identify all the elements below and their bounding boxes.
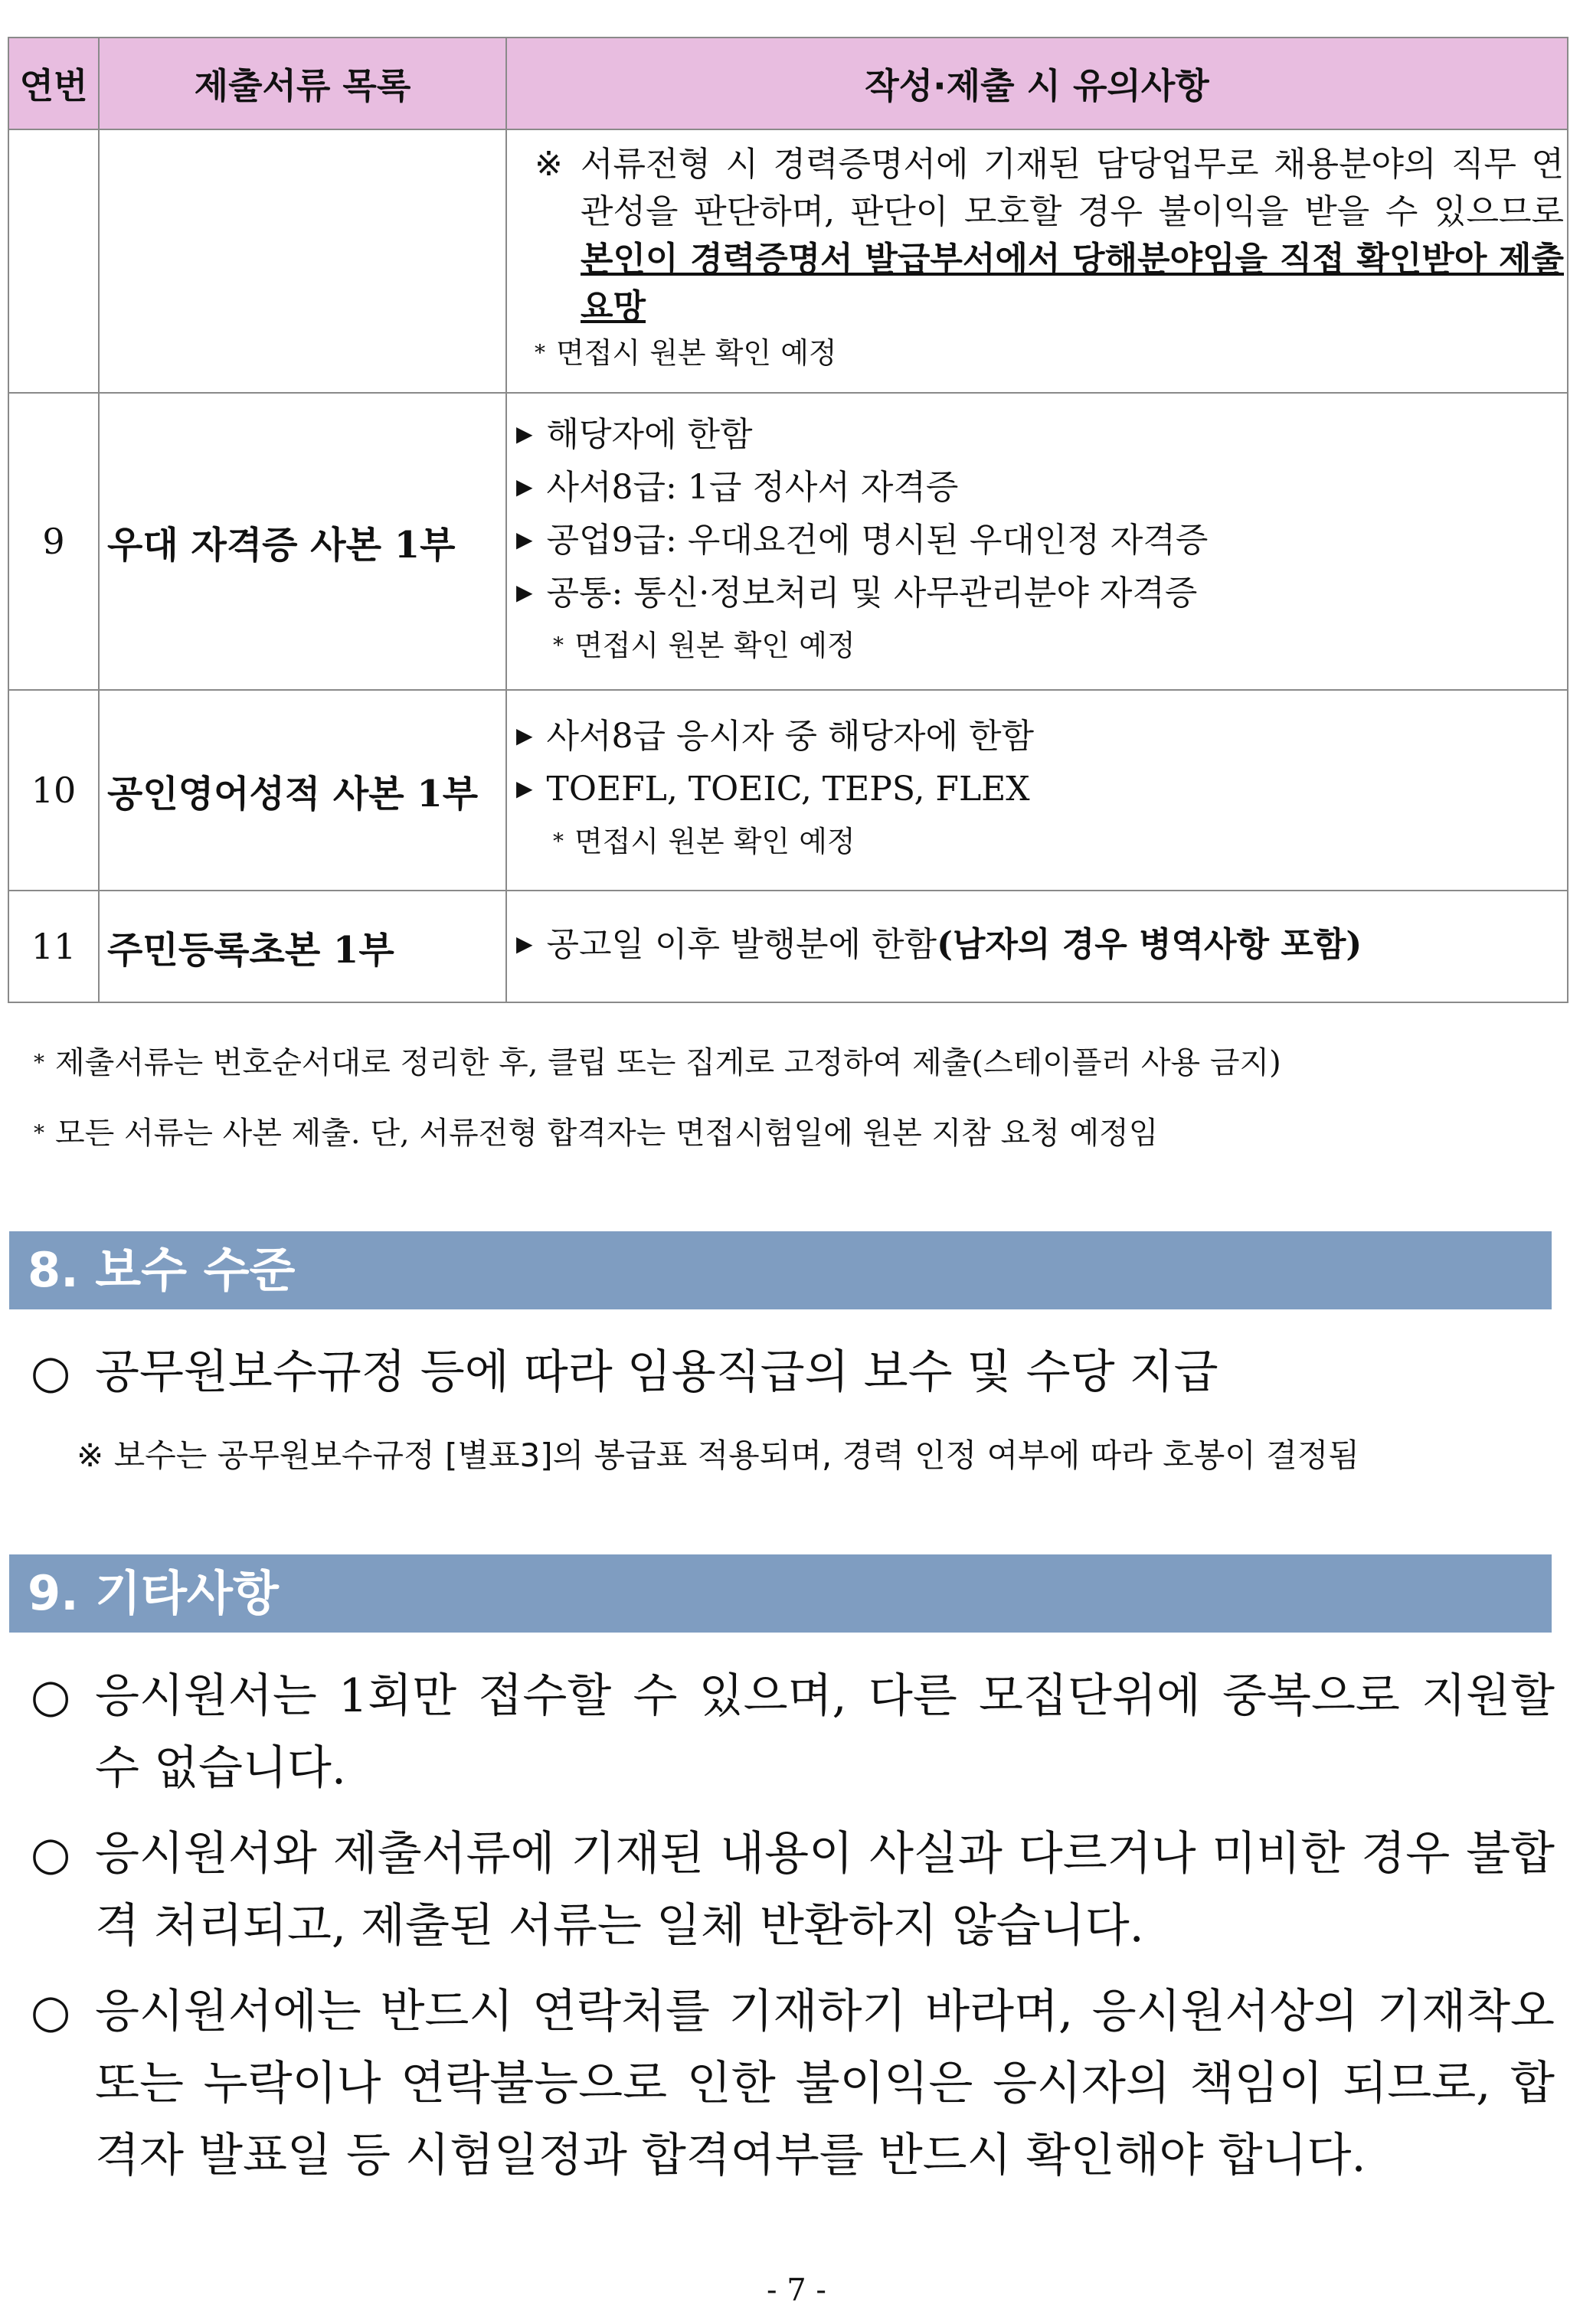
section-header-salary: 8. 보수 수준 xyxy=(9,1231,1552,1309)
triangle-bullet-icon: ▶ xyxy=(516,421,533,446)
triangle-bullet-icon: ▶ xyxy=(516,527,533,552)
etc-item: ○ 응시원서에는 반드시 연락처를 기재하기 바라며, 응시원서상의 기재착오 또는 누락이나 연락불능으로 인한 불이익은 응시자의 책임이 되므로, 합격자 발표일 등 시험일정과 합격여부를 반드시 확인해야 합니다. xyxy=(31,1976,1555,2192)
table-row xyxy=(8,393,1568,690)
document-name: 우대 자격증 사본 1부 xyxy=(99,393,506,690)
asterisk-mark: * xyxy=(553,829,564,854)
header-no: 연번 xyxy=(8,38,99,129)
reference-mark: ※ xyxy=(77,1437,104,1474)
row-number: 11 xyxy=(8,891,99,1002)
triangle-bullet-icon: ▶ xyxy=(516,723,533,748)
etc-item: ○ 응시원서는 1회만 접수할 수 있으며, 다른 모집단위에 중복으로 지원할 수 없습니다. xyxy=(31,1660,1555,1804)
document-note xyxy=(506,690,1568,891)
asterisk-mark: * xyxy=(34,1050,44,1075)
asterisk-mark: * xyxy=(34,1120,44,1146)
circle-bullet-icon: ○ xyxy=(31,1669,71,1723)
footnote: * 제출서류는 번호순서대로 정리한 후, 클립 또는 집게로 고정하여 제출(스테이플러 사용 금지) xyxy=(34,1045,1281,1080)
row-number: 10 xyxy=(8,690,99,891)
section-header-etc: 9. 기타사항 xyxy=(9,1554,1552,1633)
salary-sub-note: ※ 보수는 공무원보수규정 [별표3]의 봉급표 적용되며, 경력 인정 여부에 따라 호봉이 결정됨 xyxy=(77,1437,1359,1474)
original-check-note: * 면접시 원본 확인 예정 xyxy=(553,825,855,858)
table-row xyxy=(8,690,1568,891)
row-number: 9 xyxy=(8,393,99,690)
triangle-bullet-icon: ▶ xyxy=(516,474,533,499)
original-check-note: * 면접시 원본 확인 예정 xyxy=(535,336,837,370)
footnote: * 모든 서류는 사본 제출. 단, 서류전형 합격자는 면접시험일에 원본 지참 요청 예정임 xyxy=(34,1116,1159,1151)
bullet-item: ▶ 공통: 통신·정보처리 및 사무관리분야 자격증 xyxy=(516,574,1198,613)
document-table xyxy=(8,37,1568,1003)
document-name: 주민등록초본 1부 xyxy=(99,891,506,1002)
bullet-item: ▶ 사서8급: 1급 정사서 자격증 xyxy=(516,468,959,507)
header-name: 제출서류 목록 xyxy=(99,38,506,129)
bullet-item: ▶ 공업9급: 우대요건에 명시된 우대인정 자격증 xyxy=(516,521,1209,560)
cell-no-empty xyxy=(8,129,99,393)
reference-mark: ※ xyxy=(535,145,563,184)
career-note-emphasis: 본인이 경력증명서 발급부서에서 당해분야임을 직접 확인받아 제출 요망 xyxy=(581,240,1564,326)
bullet-item: ▶ 사서8급 응시자 중 해당자에 한함 xyxy=(516,717,1035,756)
salary-item: ○ 공무원보수규정 등에 따라 임용직급의 보수 및 수당 지급 xyxy=(31,1336,1555,1408)
triangle-bullet-icon: ▶ xyxy=(516,930,533,956)
original-check-note: * 면접시 원본 확인 예정 xyxy=(553,629,855,662)
career-note-text: 서류전형 시 경력증명서에 기재된 담당업무로 채용분야의 직무 연관성을 판단하며, 판단이 모호할 경우 불이익을 받을 수 있으므로 xyxy=(581,145,1564,231)
table-header-row xyxy=(8,38,1568,129)
bullet-item: ▶ TOEFL, TOEIC, TEPS, FLEX xyxy=(516,770,1030,809)
table-row xyxy=(8,891,1568,1002)
bullet-item: ▶ 공고일 이후 발행분에 한함(남자의 경우 병역사항 포함) xyxy=(516,924,1362,964)
cell-note-career xyxy=(506,129,1568,393)
circle-bullet-icon: ○ xyxy=(31,1985,71,2038)
triangle-bullet-icon: ▶ xyxy=(516,580,533,605)
bullet-item: ▶ 해당자에 한함 xyxy=(516,415,753,454)
document-note xyxy=(506,393,1568,690)
asterisk-mark: * xyxy=(553,632,564,658)
circle-bullet-icon: ○ xyxy=(31,1827,71,1881)
asterisk-mark: * xyxy=(535,340,545,365)
table-row-continued xyxy=(8,129,1568,393)
triangle-bullet-icon: ▶ xyxy=(516,776,533,801)
bold-note: (남자의 경우 병역사항 포함) xyxy=(937,924,1362,964)
document-name: 공인영어성적 사본 1부 xyxy=(99,690,506,891)
header-note: 작성·제출 시 유의사항 xyxy=(506,38,1568,129)
document-note xyxy=(506,891,1568,1002)
etc-item: ○ 응시원서와 제출서류에 기재된 내용이 사실과 다르거나 미비한 경우 불합격 처리되고, 제출된 서류는 일체 반환하지 않습니다. xyxy=(31,1818,1555,1962)
circle-bullet-icon: ○ xyxy=(31,1345,71,1399)
cell-name-empty xyxy=(99,129,506,393)
page-number: - 7 - xyxy=(767,2273,826,2308)
